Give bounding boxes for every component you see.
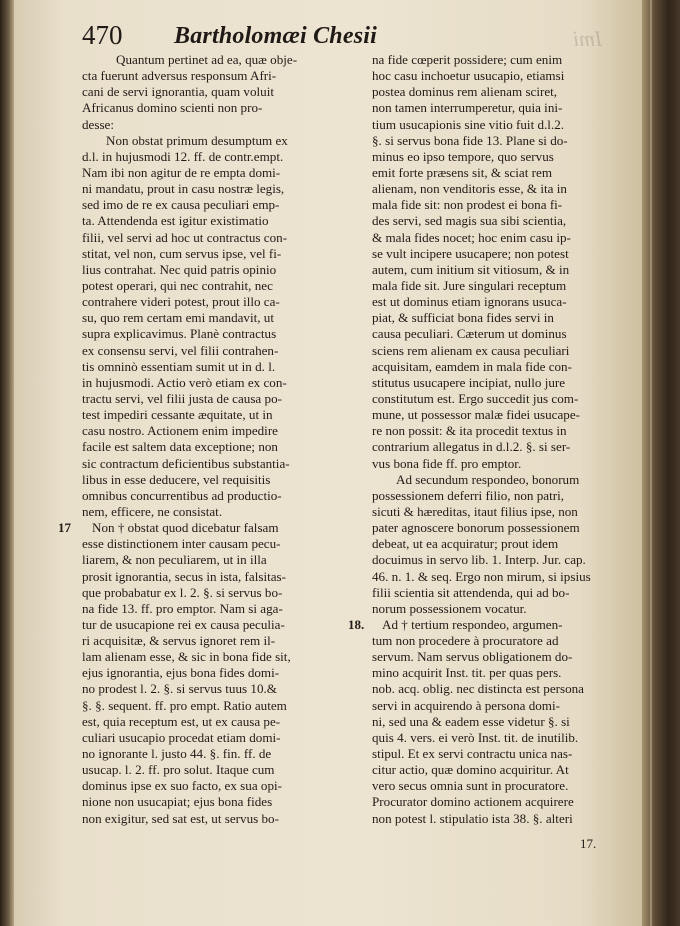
text-line [82, 714, 350, 730]
text-line [372, 278, 628, 294]
text-line [82, 262, 350, 278]
page-number: 470 [82, 20, 123, 50]
text-line [82, 423, 350, 439]
text-line [372, 730, 628, 746]
line-text: contrahere videri potest, prout illo ca- [82, 294, 280, 310]
line-text: stipul. Et ex servi contractu unica nas- [372, 746, 573, 762]
text-line [82, 504, 350, 520]
text-line [372, 665, 628, 681]
text-line [82, 778, 350, 794]
line-text: §. §. sequent. ff. pro empt. Ratio autem [82, 697, 287, 713]
line-text: usucap. l. 2. ff. pro solut. Itaque cum [82, 762, 275, 778]
line-text: est ut dominus etiam ignorans usuca- [372, 294, 567, 310]
line-text: mala fide sit. Jure singulari receptum [372, 277, 567, 293]
text-line [82, 472, 350, 488]
line-text: debeat, ut ea acquiratur; prout idem [372, 536, 559, 552]
text-line [82, 391, 350, 407]
line-text: nem, efficere, ne consistat. [82, 503, 223, 519]
text-line [82, 794, 350, 810]
marginal-number: 17 [58, 520, 71, 536]
text-line [82, 197, 350, 213]
line-text: non exigitur, sed sat est, ut servus bo- [82, 810, 279, 826]
text-line [82, 230, 350, 246]
line-text: tum non procedere à procuratore ad [372, 633, 559, 649]
text-line [82, 52, 350, 68]
line-text: potest operari, qui nec contrahit, nec [82, 277, 273, 293]
line-text: tractu servi, vel filii justa de causa po- [82, 390, 282, 406]
line-text: sicuti & hæreditas, itaut filius ipse, non [372, 503, 578, 519]
text-line [372, 359, 628, 375]
text-line [372, 698, 628, 714]
line-text: acquisitam, eamdem in mala fide con- [372, 358, 572, 374]
line-text: est, quia receptum est, ut ex causa pe- [82, 713, 281, 729]
text-line [82, 601, 350, 617]
text-line [372, 230, 628, 246]
bleed-through-text: Imi [572, 26, 602, 51]
text-line [82, 68, 350, 84]
line-text: norum possessionem vocatur. [372, 600, 527, 616]
line-text: Ad secundum respondeo, bonorum [396, 471, 580, 487]
line-text: mala fide sit: non prodest ei bona fi- [372, 197, 563, 213]
line-text: ta. Attendenda est igitur existimatio [82, 213, 269, 229]
text-line [82, 585, 350, 601]
line-text: vero secus omnia sunt in procuratore. [372, 778, 569, 794]
line-text: pater agnoscere bonorum possessionem [372, 520, 580, 536]
line-text: servum. Nam servus obligationem do- [372, 649, 573, 665]
line-text: se vult incipere usucapere; non potest [372, 245, 569, 261]
catchword: 17. [580, 836, 597, 851]
text-line [372, 117, 628, 133]
line-text: tium usucapionis sine vitio fuit d.l.2. [372, 116, 565, 132]
line-text: liarem, & non peculiarem, ut in illa [82, 552, 267, 568]
line-text: prosit ignorantia, secus in ista, falsitas- [82, 568, 287, 584]
line-text: quis 4. vers. ei verò Inst. tit. de inutilib. [372, 729, 579, 745]
line-text: servi in acquirendo à persona domi- [372, 697, 560, 713]
line-text: contrarium allegatus in d.l.2. §. si ser- [372, 439, 571, 455]
text-line [372, 149, 628, 165]
text-line [58, 520, 350, 536]
line-text: su, quo rem certam emi mandavit, ut [82, 310, 274, 326]
text-line [372, 633, 628, 649]
text-line [82, 649, 350, 665]
line-text: cani de servi ignorantia, quam voluit [82, 84, 274, 100]
line-text: sciens rem alienam ex causa peculiari [372, 342, 570, 358]
line-text: des servi, sed magis sua sibi scientia, [372, 213, 567, 229]
text-line [82, 439, 350, 455]
line-text: Nam ibi non agitur de re empta domi- [82, 164, 281, 180]
text-line [372, 84, 628, 100]
text-line [348, 616, 628, 633]
text-line [82, 278, 350, 294]
line-text: filii scientia sit attendenda, qui ad bo- [372, 584, 570, 600]
line-text: alienam, non venditoris esse, & ita in [372, 181, 567, 197]
text-line [372, 197, 628, 213]
text-line [82, 552, 350, 568]
text-line [82, 181, 350, 197]
text-line [372, 100, 628, 116]
text-line [82, 326, 350, 342]
line-text: test impediri cessante æquitate, ut in [82, 407, 273, 423]
text-line [372, 569, 628, 585]
text-line [372, 762, 628, 778]
line-text: tis omninò essentiam sumit ut in d. l. [82, 358, 276, 374]
line-text: libus in esse deducere, vel requisitis [82, 471, 271, 487]
text-line [82, 811, 350, 827]
text-line [372, 343, 628, 359]
text-line [82, 665, 350, 681]
text-line [372, 294, 628, 310]
text-line [82, 133, 350, 149]
line-text: nob. acq. oblig. nec distincta est persona [372, 681, 584, 697]
line-text: lius contrahat. Nec quid patris opinio [82, 261, 277, 277]
text-line [372, 472, 628, 488]
line-text: lam alienam esse, & sic in bona fide sit, [82, 649, 291, 665]
text-line [82, 746, 350, 762]
line-text: Quantum pertinet ad ea, quæ obje- [116, 52, 298, 67]
line-text: mune, ut possessor malæ fidei usucape- [372, 407, 581, 423]
text-line [372, 714, 628, 730]
line-text: tur de usucapione rei ex causa peculia- [82, 616, 285, 632]
line-text: na fide cœperit possidere; cum enim [372, 52, 563, 67]
text-line [372, 794, 628, 810]
line-text: re non possit: & ita procedit textus in [372, 423, 567, 439]
text-line [82, 375, 350, 391]
text-line [372, 262, 628, 278]
line-text: desse: [82, 116, 114, 132]
line-text: d.l. in hujusmodi 12. ff. de contr.empt. [82, 148, 284, 164]
text-line [82, 117, 350, 133]
line-text: piat, & sufficiat bona fides servi in [372, 310, 554, 326]
line-text: Ad † tertium respondeo, argumen- [382, 616, 563, 632]
text-line [372, 681, 628, 697]
line-text: stitat, vel non, cum servus ipse, vel fi- [82, 245, 282, 261]
text-line [82, 617, 350, 633]
line-text: ni mandatu, prout in casu nostræ legis, [82, 181, 285, 197]
text-line [82, 165, 350, 181]
line-text: citur actio, quæ domino acquiritur. At [372, 762, 569, 778]
line-text: que probabatur ex l. 2. §. si servus bo- [82, 584, 283, 600]
text-line [82, 698, 350, 714]
text-line [82, 456, 350, 472]
text-line [372, 423, 628, 439]
line-text: no prodest l. 2. §. si servus tuus 10.& [82, 681, 277, 697]
text-line [372, 811, 628, 827]
line-text: filii, vel servi ad hoc ut contractus con- [82, 229, 288, 245]
text-line [82, 100, 350, 116]
line-text: possessionem deferri filio, non patri, [372, 487, 565, 503]
text-line [372, 456, 628, 472]
line-text: no ignorante l. justo 44. §. fin. ff. de [82, 746, 272, 762]
line-text: in hujusmodi. Actio verò etiam ex con- [82, 374, 287, 390]
line-text: docuimus in servo lib. 1. Interp. Jur. cap. [372, 552, 586, 568]
text-line [82, 84, 350, 100]
running-head [82, 18, 602, 52]
line-text: stitutus usucapere incipiat, nullo jure [372, 374, 566, 390]
text-line [372, 488, 628, 504]
line-text: na fide 13. ff. pro emptor. Nam si aga- [82, 600, 283, 616]
line-text: culiari usucapio procedat etiam domi- [82, 729, 281, 745]
text-line [372, 407, 628, 423]
left-text-column [58, 52, 350, 827]
text-line [372, 68, 628, 84]
line-text: vus bona fide ff. pro emptor. [372, 455, 522, 471]
line-text: constitutum est. Ergo succedit jus com- [372, 390, 579, 406]
line-text: Non † obstat quod dicebatur falsam [92, 520, 279, 536]
line-text: facile est saltem data exceptione; non [82, 439, 278, 455]
text-line [372, 326, 628, 342]
marginal-number: 18. [348, 616, 365, 632]
text-line [372, 310, 628, 326]
text-line [372, 213, 628, 229]
text-line [372, 746, 628, 762]
line-text: causa peculiari. Cæterum ut dominus [372, 326, 567, 342]
line-text: autem, cum initium sit vitiosum, & in [372, 261, 570, 277]
line-text: cta fuerunt adversus responsum Afri- [82, 68, 277, 84]
line-text: mino acquirit Inst. tit. per quas pers. [372, 665, 562, 681]
text-line [82, 359, 350, 375]
text-line [372, 504, 628, 520]
running-title: Bartholomæi Chesii [174, 23, 377, 49]
text-line [372, 52, 628, 68]
line-text: emit forte præsens sit, & sciat rem [372, 164, 553, 180]
text-line [82, 343, 350, 359]
text-line [82, 213, 350, 229]
text-line [82, 633, 350, 649]
line-text: casu nostro. Actionem enim impedire [82, 423, 278, 439]
line-text: ex consensu servi, vel filii contrahen- [82, 342, 279, 358]
text-line [372, 520, 628, 536]
text-line [372, 778, 628, 794]
text-line [82, 681, 350, 697]
text-line [372, 536, 628, 552]
line-text: ri acquisitæ, & servus ignoret rem il- [82, 633, 276, 649]
line-text: Non obstat primum desumptum ex [106, 132, 288, 148]
text-line [372, 165, 628, 181]
text-line [372, 585, 628, 601]
line-text: hoc casu inchoetur usucapio, etiamsi [372, 68, 565, 84]
text-line [372, 439, 628, 455]
text-line [82, 310, 350, 326]
text-line [82, 246, 350, 262]
line-text: ni, sed una & eadem esse videtur §. si [372, 713, 570, 729]
line-text: sic contractum deficientibus substantia- [82, 455, 290, 471]
text-line [372, 391, 628, 407]
facing-page-edge [0, 0, 14, 926]
text-line [82, 569, 350, 585]
line-text: non potest l. stipulatio ista 38. §. alteri [372, 810, 573, 826]
text-line [372, 375, 628, 391]
line-text: dominus ipse ex suo facto, ex sua opi- [82, 778, 283, 794]
right-text-column [348, 52, 628, 827]
text-line [82, 488, 350, 504]
text-line [372, 246, 628, 262]
text-line [372, 133, 628, 149]
text-line [372, 601, 628, 617]
text-line [372, 181, 628, 197]
line-text: minus eo ipso tempore, quo servus [372, 148, 554, 164]
line-text: ejus ignorantia, ejus bona fides domi- [82, 665, 280, 681]
text-line [82, 730, 350, 746]
line-text: Procurator domino actionem acquirere [372, 794, 574, 810]
line-text: & mala fides nocet; hoc enim casu ip- [372, 229, 571, 245]
text-line [82, 149, 350, 165]
text-line [372, 649, 628, 665]
text-line [82, 762, 350, 778]
line-text: nione non usucapiat; ejus bona fides [82, 794, 273, 810]
line-text: §. si servus bona fide 13. Plane si do- [372, 132, 568, 148]
line-text: postea dominus rem alienam sciret, [372, 84, 558, 100]
line-text: omnibus concurrentibus ad productio- [82, 487, 282, 503]
line-text: supra explicavimus. Planè contractus [82, 326, 277, 342]
line-text: Africanus domino scienti non pro- [82, 100, 263, 116]
line-text: non tamen interrumperetur, quia ini- [372, 100, 563, 116]
text-line [372, 552, 628, 568]
text-line [82, 407, 350, 423]
text-line [82, 536, 350, 552]
line-text: sed imo de re ex causa peculiari emp- [82, 197, 280, 213]
book-gutter [642, 0, 680, 926]
text-line [82, 294, 350, 310]
line-text: 46. n. 1. & seq. Ergo non mirum, si ipsius [372, 568, 591, 584]
line-text: esse distinctionem inter causam pecu- [82, 536, 281, 552]
